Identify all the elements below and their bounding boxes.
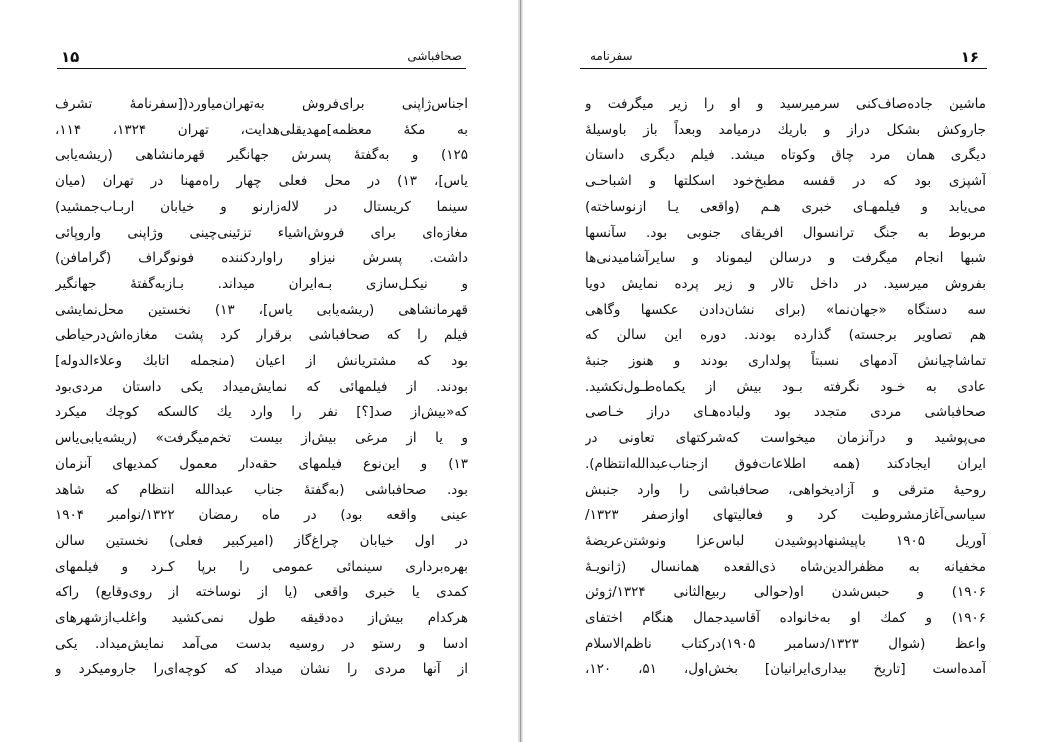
text-line: ۱۲۵) و به‌گفتهٔ پسرش جهانگیر قهرمانشاهی (ریشه‌یابی bbox=[55, 147, 468, 164]
text-line: آمده‌است [تاریخ بیداری‌ایرانیان] بخش‌اول، ۵۱، ۱۲۰، bbox=[585, 661, 986, 678]
left-page-number: ۱۵ bbox=[61, 48, 80, 66]
left-running-title: صحافباشی bbox=[407, 49, 462, 63]
right-page-number: ۱۶ bbox=[960, 48, 979, 66]
text-line: و نیکـل‌سازی بـه‌ایران میداند. بـازبه‌گفتهٔ جهانگیر bbox=[55, 275, 468, 292]
text-line: در اول خیابان چراغ‌گاز (امیرکبیر فعلی) نخستین سالن bbox=[55, 532, 468, 549]
text-line: بهره‌برداری سینمائی عمومی را برپا کـرد و فیلمهای bbox=[55, 558, 468, 575]
text-line: واعظ (شوال ۱۳۲۳/دسامبر ۱۹۰۵)درکتاب ناظم‌الاسلام bbox=[585, 635, 986, 652]
text-line: مربوط به جنگ ترانسوال افریقای جنوبی بود. سآنسها bbox=[585, 224, 986, 241]
text-line: دیگری همان مرد چاق وکوتاه میشد. فیلم دیگری داستان bbox=[585, 147, 986, 164]
text-line: عادی به خـود نگرفته بـود بیش از یکماه‌طـول‌نکشید. bbox=[585, 378, 986, 395]
left-page bbox=[0, 0, 518, 742]
text-line: ۱۹۰۶) و حبس‌شدن او(حوالی ربیع‌الثانی ۱۳۲۴/ژوئن bbox=[585, 584, 986, 601]
text-line: جاروکش بشکل دراز و باریك درمیامد وبعداً باز باوسیلهٔ bbox=[585, 121, 986, 138]
right-page bbox=[523, 0, 1041, 742]
text-line: بود. صحافباشی (به‌گفتهٔ جناب عبدالله انتظام که شاهد bbox=[55, 481, 468, 498]
text-line: هرکدام بیش‌از ده‌دقیقه طول نمی‌کشید واغلب‌ازشهرهای bbox=[55, 610, 468, 627]
text-line: هم تصاویر برجسته) گذارده بودند. دوره این سالن که bbox=[585, 327, 986, 344]
right-page-header bbox=[580, 46, 987, 69]
text-line: که«بیش‌از صد[؟] نفر را وارد یك کالسکه کوچك میکرد bbox=[55, 404, 468, 421]
text-line: ۱۳) و این‌نوع فیلمهای حقه‌دار معمول کمدیهای آنزمان bbox=[55, 455, 468, 472]
text-line: صحافباشی مردی متجدد بود ولباده‌هـای دراز خـاصی bbox=[585, 404, 986, 421]
text-line: داشت. پسرش نیزاو راواردکننده فونوگراف (گرامافن) bbox=[55, 250, 468, 267]
text-line: بفروش میرسید. در داخل تالار و زیر پرده نمایش دویا bbox=[585, 275, 986, 292]
text-line: می‌یابد و فیلمهـای خبری هـم (واقعی یـا ازنوساخته) bbox=[585, 198, 986, 215]
text-line: و یا از مرغی بیش‌از بیست تخم‌میگرفت» (ریشه‌یابی‌یاس bbox=[55, 430, 468, 447]
text-line: قهرمانشاهی (ریشه‌یابی یاس]، ۱۳) نخستین محل‌نمایشی bbox=[55, 301, 468, 318]
left-body-text bbox=[55, 92, 468, 683]
text-line: از آنها مردی را نشان میداد که کوچه‌ای‌را جارومیکرد و bbox=[55, 661, 468, 678]
text-line: اجناس‌ژاپنی برای‌فروش به‌تهران‌میاورد([سفرنامهٔ تشرف bbox=[55, 96, 468, 112]
text-line: بودند. از فیلمهائی که نمایش‌میداد یکی داستان مردی‌بود bbox=[55, 378, 468, 395]
text-line: به مکهٔ معظمه]مهدیقلی‌هدایت، تهران ۱۳۲۴، ۱۱۴، bbox=[55, 121, 468, 138]
left-page-header bbox=[57, 46, 466, 69]
text-line: شبها انجام میگرفت و درسالن لیموناد و سایرآشامیدنی‌ها bbox=[585, 250, 986, 267]
text-line: آشپزی بود که در قفسه مطبخ‌خود اسکلتها و اشباحـی bbox=[585, 173, 986, 190]
text-line: روحیهٔ مترقی و آزادیخواهی، صحافباشی را وارد جنبش bbox=[585, 481, 986, 498]
text-line: مغازه‌ای برای فروش‌اشیاء تزئینی‌چینی وژاپنی واروپائی bbox=[55, 224, 468, 241]
text-line: سه دستگاه «جهان‌نما» (برای نشان‌دادن عکسها وگاهی bbox=[585, 301, 986, 318]
text-line: بود که مشتریانش از اعیان (منجمله اتابك وعلاءالدوله] bbox=[55, 353, 468, 370]
text-line: کمدی یا خبری واقعی (یا از نوساخته از روی‌وقایع) راکه bbox=[55, 584, 468, 601]
text-line: ماشین جاده‌صاف‌کنی سرمیرسید و او را زیر میگرفت و bbox=[585, 96, 986, 112]
text-line: سینما کریستال در لاله‌زارنو و خیابان اربـاب‌جمشید) bbox=[55, 198, 468, 215]
text-line: آوریل ۱۹۰۵ باپیشنهادپوشیدن لباس‌عزا ونوشتن‌عریضهٔ bbox=[585, 532, 986, 549]
text-line: مخفیانه به مظفرالدین‌شاه ذی‌القعده همانسال (ژانویـهٔ bbox=[585, 558, 986, 575]
text-line: ۱۹۰۶) و کمك او به‌خانواده آقاسیدجمال هنگام اختفای bbox=[585, 610, 986, 627]
text-line: فیلم را که صحافباشی برقرار کرد پشت مغازه‌اش‌درحیاطی bbox=[55, 327, 468, 344]
text-line: می‌پوشید و درآنزمان میخواست که‌شرکتهای تعاونی در bbox=[585, 430, 986, 447]
text-line: ایران ایجادکند (همه اطلاعات‌فوق ازجناب‌عبدالله‌انتظام). bbox=[585, 455, 986, 472]
text-line: تماشاچیانش آدمهای نسبتاً پولداری بودند و هنوز جنبهٔ bbox=[585, 353, 986, 370]
text-line: سیاسی‌آغازمشروطیت کرد و فعالیتهای اوازصفر ۱۳۲۳/ bbox=[585, 507, 986, 524]
right-body-text bbox=[585, 92, 986, 683]
text-line: یاس]، ۱۳) در محل فعلی چهار راه‌مهنا در تهران (میان bbox=[55, 173, 468, 190]
text-line: عینی واقعه بود) در ماه رمضان ۱۳۲۲/نوامبر ۱۹۰۴ bbox=[55, 507, 468, 524]
text-line: ادسا و رستو در روسیه بدست می‌آمد نمایش‌میداد. یکی bbox=[55, 635, 468, 652]
right-running-title: سفرنامه bbox=[590, 49, 633, 63]
gutter-divider bbox=[520, 0, 521, 742]
